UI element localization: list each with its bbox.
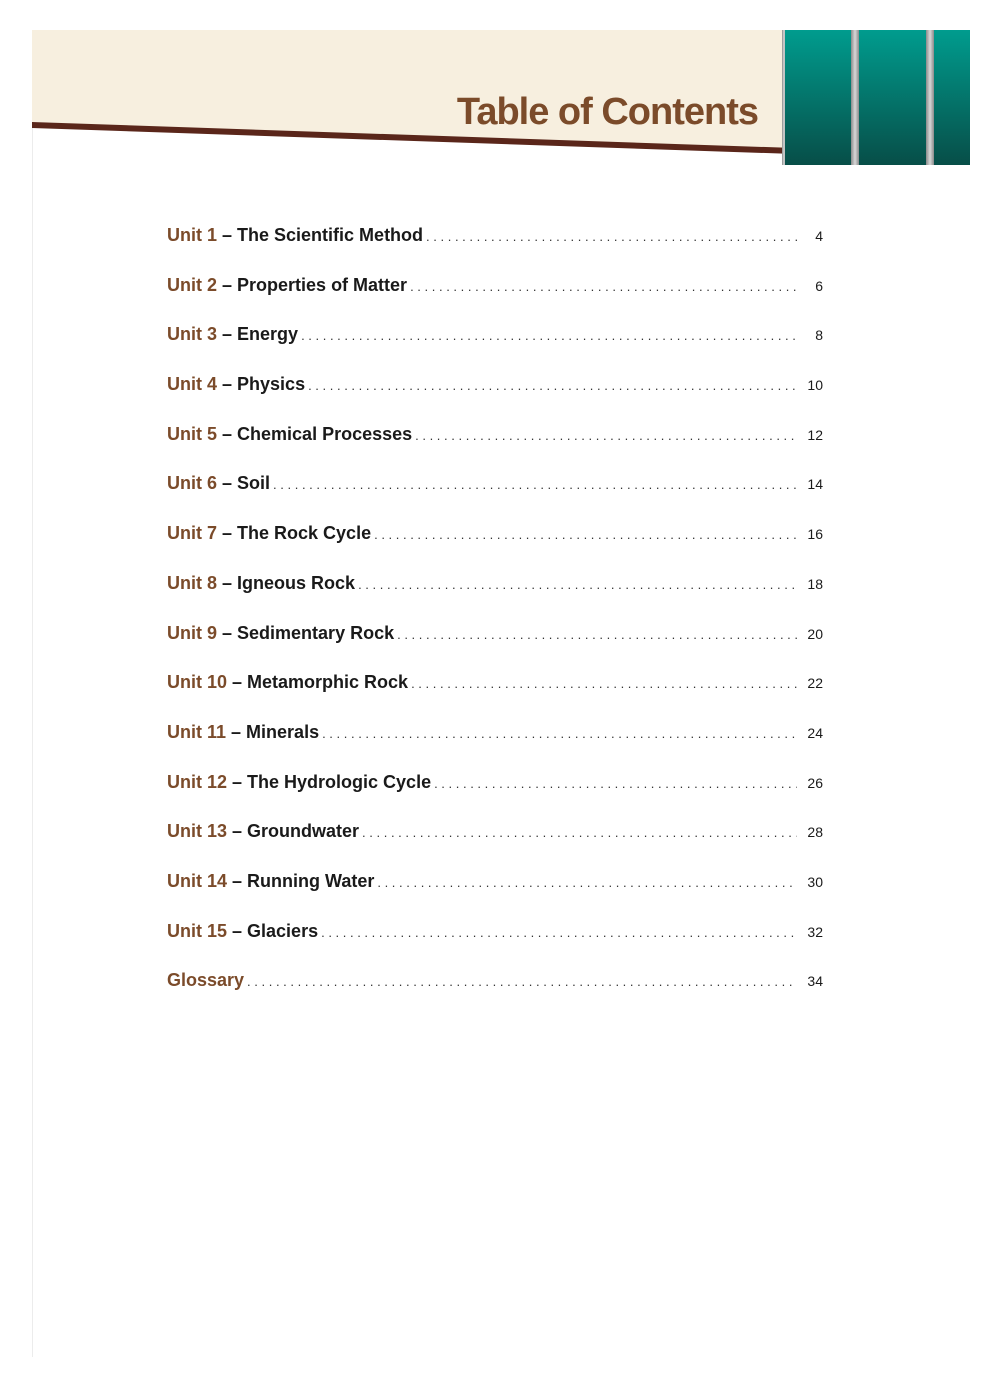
toc-dot-leader <box>322 717 797 751</box>
toc-page-number: 30 <box>807 873 823 890</box>
toc-entry-label <box>167 566 355 600</box>
toc-entry-title: Running Water <box>247 870 375 891</box>
toc-separator: – <box>217 274 238 295</box>
toc-entry[interactable] <box>167 765 823 815</box>
toc-dot-leader <box>358 568 797 602</box>
toc-entry-label <box>167 516 371 550</box>
toc-page-number: 32 <box>807 923 823 940</box>
toc-entry[interactable] <box>167 218 823 268</box>
toc-separator: – <box>217 572 238 593</box>
toc-entry-label <box>167 864 374 898</box>
toc-entry-title: Properties of Matter <box>237 274 408 295</box>
toc-dot-leader <box>362 816 797 850</box>
toc-separator: – <box>227 771 248 792</box>
toc-entry[interactable] <box>167 665 823 715</box>
table-of-contents <box>167 218 823 1013</box>
toc-page-number: 20 <box>807 625 823 642</box>
toc-unit-number: Unit 1 <box>167 225 218 245</box>
toc-entry-title: The Hydrologic Cycle <box>247 771 432 792</box>
toc-entry[interactable] <box>167 516 823 566</box>
toc-dot-leader <box>415 419 797 453</box>
toc-entry-title: The Rock Cycle <box>237 523 372 544</box>
toc-dot-leader <box>321 916 797 950</box>
toc-page-number: 28 <box>807 824 823 841</box>
toc-entry-title: Sedimentary Rock <box>237 622 395 643</box>
toc-separator: – <box>217 423 238 444</box>
toc-entry-label <box>167 367 305 401</box>
toc-entry-title: Soil <box>237 473 271 494</box>
toc-entry-label <box>167 268 407 302</box>
toc-unit-number: Unit 7 <box>167 523 218 544</box>
toc-entry-label <box>167 715 319 749</box>
toc-dot-leader <box>247 965 797 999</box>
teal-panel-1 <box>785 30 851 165</box>
toc-unit-number: Unit 12 <box>167 771 228 792</box>
toc-separator: – <box>217 473 238 494</box>
toc-page-number: 18 <box>807 575 823 592</box>
toc-dot-leader <box>410 270 797 304</box>
toc-entry-title: Physics <box>237 374 306 395</box>
toc-separator: – <box>217 622 238 643</box>
toc-separator: – <box>217 324 238 345</box>
toc-entry-title: Minerals <box>246 721 320 742</box>
toc-unit-number: Unit 6 <box>167 473 218 494</box>
toc-dot-leader <box>397 618 797 652</box>
toc-unit-number: Unit 4 <box>167 374 218 395</box>
divider-bar-3 <box>926 30 934 165</box>
toc-entry[interactable] <box>167 914 823 964</box>
toc-page-number: 26 <box>807 774 823 791</box>
toc-entry-label <box>167 616 394 650</box>
toc-unit-number: Unit 13 <box>167 821 228 842</box>
toc-unit-number: Glossary <box>167 970 245 991</box>
toc-page-number: 22 <box>807 675 823 692</box>
toc-entry[interactable] <box>167 417 823 467</box>
toc-entry-title: Chemical Processes <box>237 423 413 444</box>
toc-page-number: 4 <box>815 228 823 244</box>
toc-entry[interactable] <box>167 715 823 765</box>
toc-page-number: 10 <box>807 377 823 394</box>
toc-dot-leader <box>308 369 797 403</box>
toc-entry-label <box>167 417 412 451</box>
toc-unit-number: Unit 15 <box>167 920 228 941</box>
toc-dot-leader <box>411 667 797 701</box>
toc-dot-leader <box>434 767 797 801</box>
toc-entry[interactable] <box>167 616 823 666</box>
toc-unit-number: Unit 8 <box>167 572 218 593</box>
toc-unit-number: Unit 14 <box>167 870 228 891</box>
toc-dot-leader <box>426 220 797 254</box>
toc-entry-label <box>167 317 298 351</box>
toc-separator: – <box>227 672 248 693</box>
toc-entry[interactable] <box>167 466 823 516</box>
toc-page-number: 24 <box>807 724 823 741</box>
toc-separator: – <box>227 920 248 941</box>
toc-page-number: 14 <box>807 476 823 493</box>
toc-unit-number: Unit 11 <box>167 721 227 742</box>
toc-dot-leader <box>377 866 797 900</box>
toc-unit-number: Unit 9 <box>167 622 218 643</box>
toc-entry[interactable] <box>167 367 823 417</box>
toc-separator: – <box>217 225 238 245</box>
toc-separator: – <box>217 523 238 544</box>
toc-entry-label <box>167 765 431 799</box>
toc-entry[interactable] <box>167 814 823 864</box>
toc-page-number: 6 <box>815 277 823 294</box>
toc-entry-label <box>167 914 318 948</box>
toc-unit-number: Unit 10 <box>167 672 228 693</box>
toc-entry-label <box>167 218 423 252</box>
toc-entry[interactable] <box>167 963 823 1013</box>
toc-entry-title: Groundwater <box>247 821 360 842</box>
toc-dot-leader <box>374 518 797 552</box>
toc-unit-number: Unit 5 <box>167 423 218 444</box>
toc-entry-label <box>167 814 359 848</box>
toc-entry[interactable] <box>167 317 823 367</box>
toc-page-number: 8 <box>815 327 823 344</box>
teal-panel-3 <box>934 30 970 165</box>
toc-entry-label <box>167 963 244 997</box>
toc-page-number: 12 <box>807 426 823 443</box>
toc-separator: – <box>227 870 248 891</box>
page-title: Table of Contents <box>456 91 758 133</box>
divider-bar-2 <box>851 30 859 165</box>
toc-unit-number: Unit 3 <box>167 324 218 345</box>
toc-entry[interactable] <box>167 566 823 616</box>
toc-entry-title: Metamorphic Rock <box>247 672 409 693</box>
teal-panel-2 <box>859 30 926 165</box>
toc-dot-leader <box>273 468 797 502</box>
toc-page-number: 16 <box>807 526 823 543</box>
toc-entry-label <box>167 466 270 500</box>
toc-entry-title: The Scientific Method <box>237 225 424 245</box>
toc-entry[interactable] <box>167 864 823 914</box>
toc-entry-title: Energy <box>237 324 299 345</box>
toc-entry[interactable] <box>167 268 823 318</box>
toc-entry-label <box>167 665 408 699</box>
toc-entry-title: Glaciers <box>247 920 319 941</box>
toc-dot-leader <box>301 319 797 353</box>
toc-unit-number: Unit 2 <box>167 274 218 295</box>
toc-page-number: 34 <box>807 973 823 990</box>
toc-separator: – <box>227 821 248 842</box>
toc-entry-title: Igneous Rock <box>237 572 356 593</box>
toc-separator: – <box>226 721 247 742</box>
toc-separator: – <box>217 374 238 395</box>
